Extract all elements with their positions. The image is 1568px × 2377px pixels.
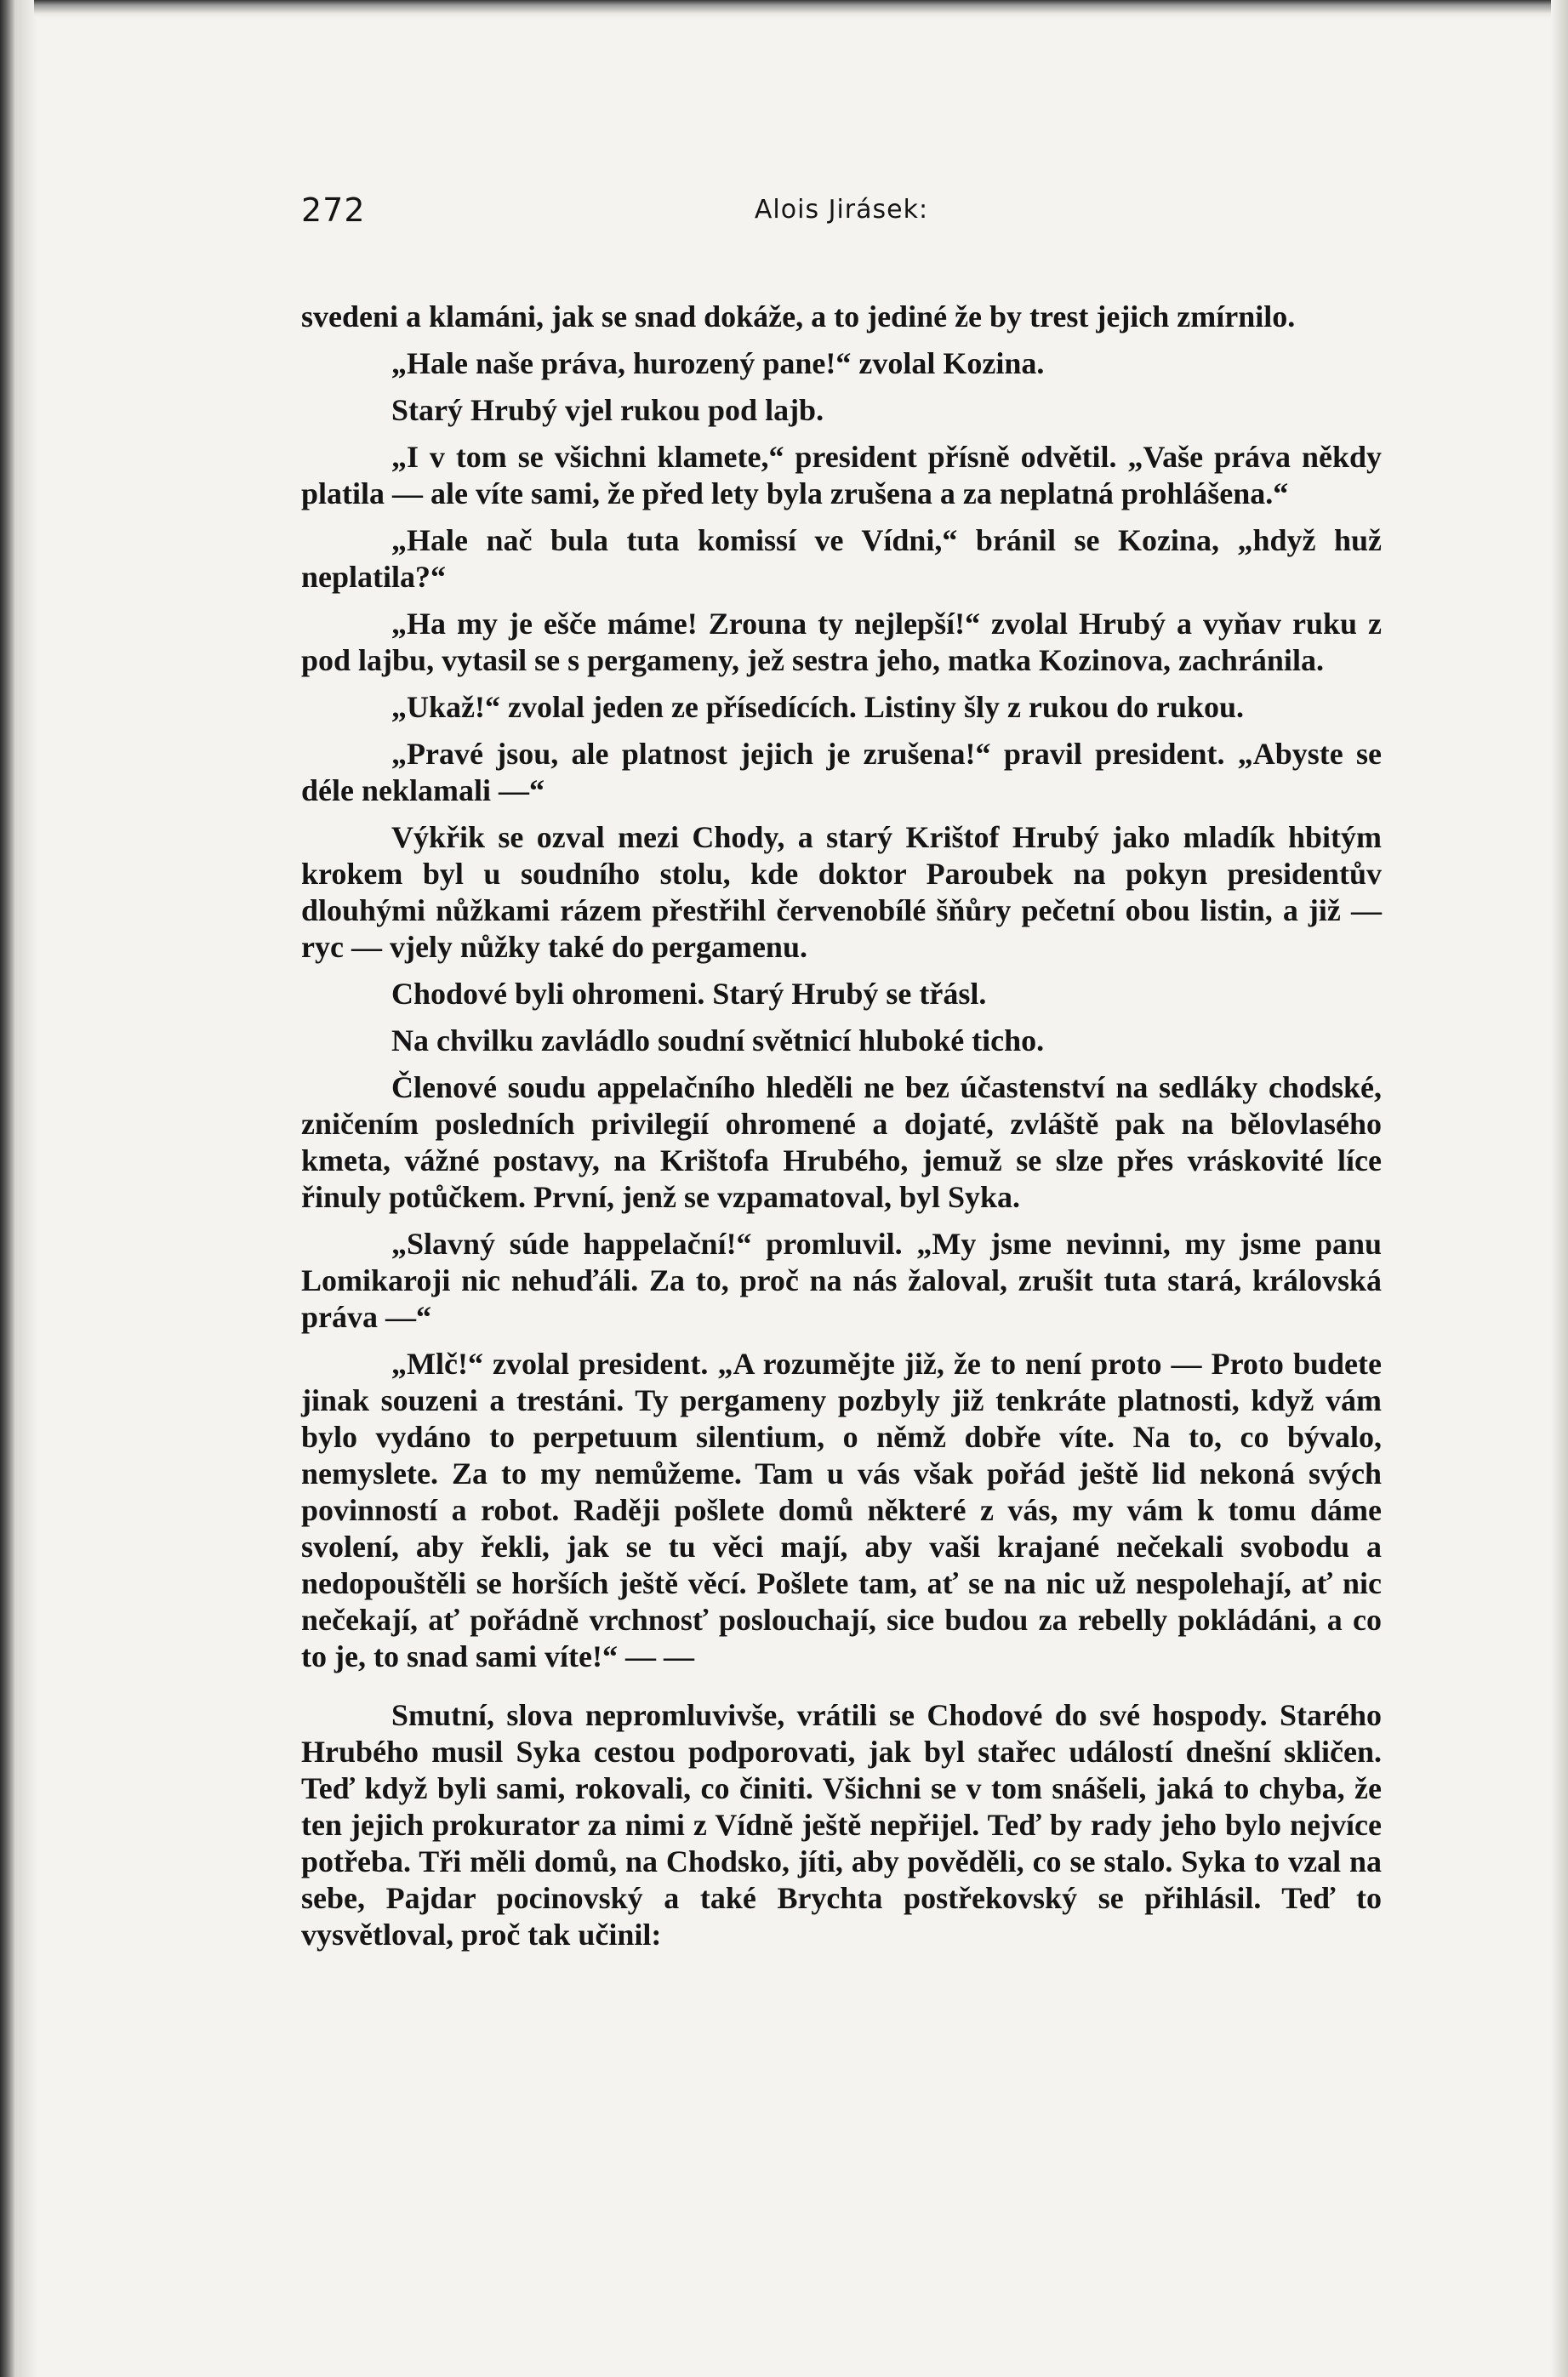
page-number: 272 [301,191,366,229]
paragraph: Výkřik se ozval mezi Chody, a starý Krištof Hrubý jako mladík hbitým krokem byl u soudního stolu, kde doktor Paroubek na pokyn presidentův dlouhými nůžkami rázem přestřihl červenobílé šňůry pečetní obou listin, a již — ryc — vjely nůžky také do pergamenu. [301,820,1382,964]
paragraph: Starý Hrubý vjel rukou pod lajb. [391,393,824,427]
page-top-edge [34,0,1568,19]
body-text [301,299,1382,1953]
paragraph: Smutní, slova nepromluvivše, vrátili se Chodové do své hospody. Starého Hrubého musil Syka cestou podporovati, jak byl stařec událostí dnešní skličen. Teď když byli sami, rokovali, co činiti. Všichni se v tom snášeli, jaká to chyba, že ten jejich prokurator za nimi z Vídně ještě nepřijel. Teď by rady jeho bylo nejvíce potřeba. Tři měli domů, na Chodsko, jíti, aby pověděli, co se stalo. Syka to vzal na sebe, Pajdar pocinovský a také Brychta postřekovský se přihlásil. Teď to vysvětloval, proč tak učinil: [301,1698,1382,1952]
book-page [301,191,1382,1964]
paragraph: svedeni a klamáni, jak se snad dokáže, a to jediné že by trest jejich zmírnilo. [301,299,1296,333]
paragraph: „Slavný súde happelační!“ promluvil. „My jsme nevinni, my jsme panu Lomikaroji nic nehuďáli. Za to, proč na nás žaloval, zrušit tuta stará, královská práva —“ [301,1227,1382,1334]
paragraph: „Ukaž!“ zvolal jeden ze přísedících. Listiny šly z rukou do rukou. [391,690,1245,724]
paragraph: Chodové byli ohromeni. Starý Hrubý se třásl. [391,977,987,1011]
paragraph: „Hale nač bula tuta komissí ve Vídni,“ bránil se Kozina, „hdyž huž neplatila?“ [301,523,1382,594]
running-header [301,191,1382,242]
page-binding-edge [0,0,37,2377]
paragraph: „Pravé jsou, ale platnost jejich je zrušena!“ pravil president. „Abyste se déle neklamali —“ [301,737,1382,807]
paragraph: Členové soudu appelačního hleděli ne bez účastenství na sedláky chodské, zničením posledních privilegií ohromené a dojaté, zvláště pak na bělovlasého kmeta, vážné postavy, na Krištofa Hrubého, jemuž se slze přes vráskovité líce řinuly potůčkem. První, jenž se vzpamatoval, byl Syka. [301,1070,1382,1214]
paragraph: „Mlč!“ zvolal president. „A rozumějte již, že to není proto — Proto budete jinak souzeni a trestáni. Ty pergameny pozbyly již tenkráte platnosti, když vám bylo vydáno to perpetuum silentium, o němž dobře víte. Na to, co bývalo, nemyslete. Za to my nemůžeme. Tam u vás však pořád ještě lid nekoná svých povinností a robot. Raději pošlete domů některé z vás, my vám k tomu dáme svolení, aby řekli, jak se tu věci mají, aby vaši krajané nečekali svobodu a nedopouštěli se horších ještě věcí. Pošlete tam, ať se na nic už nespolehají, ať nic nečekají, ať pořádně vrchnosť poslouchají, sice budou za rebelly pokládáni, a co to je, to snad sami víte!“ — — [301,1347,1382,1673]
page-right-edge [1551,0,1568,2377]
paragraph: „Ha my je ešče máme! Zrouna ty nejlepší!“ zvolal Hrubý a vyňav ruku z pod lajbu, vytasil se s pergameny, jež sestra jeho, matka Kozinova, zachránila. [301,607,1382,677]
author-heading: Alois Jirásek: [754,195,929,225]
paragraph: „Hale naše práva, hurozený pane!“ zvolal Kozina. [391,346,1045,380]
paragraph: „I v tom se všichni klamete,“ president přísně odvětil. „Vaše práva někdy platila — ale víte sami, že před lety byla zrušena a za neplatná prohlášena.“ [301,440,1382,510]
paragraph: Na chvilku zavládlo soudní světnicí hluboké ticho. [391,1023,1045,1057]
